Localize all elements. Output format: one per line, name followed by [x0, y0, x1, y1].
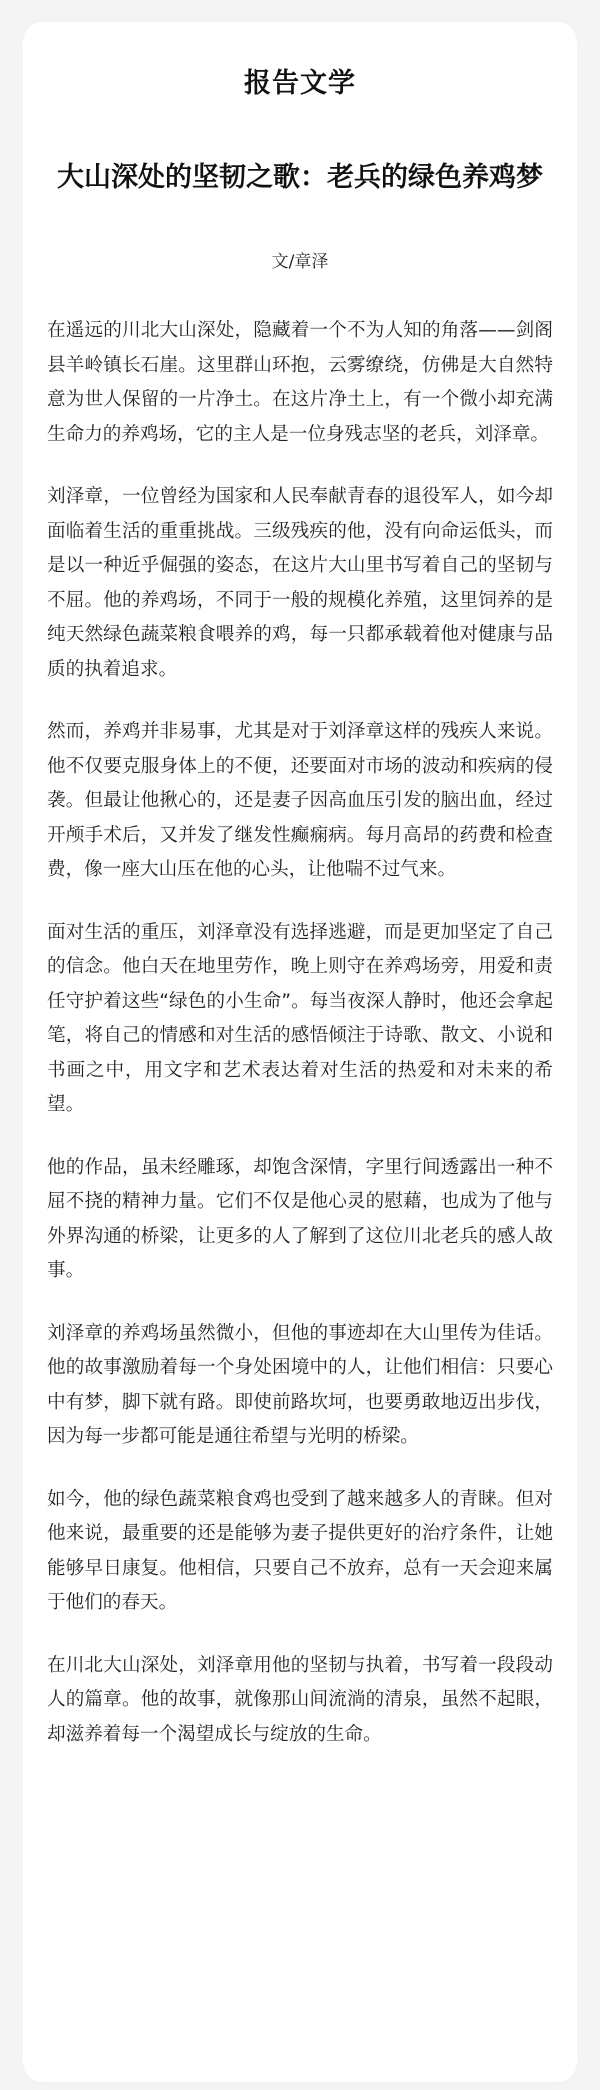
article-body [47, 314, 553, 1752]
paragraph: 如今，他的绿色蔬菜粮食鸡也受到了越来越多人的青睐。但对他来说，最重要的还是能够为妻子提供更好的治疗条件，让她能够早日康复。他相信，只要自己不放弃，总有一天会迎来属于他们的春天。 [47, 1488, 553, 1613]
section-label: 报告文学 [244, 68, 356, 99]
paragraph: 他的作品，虽未经雕琢，却饱含深情，字里行间透露出一种不屈不挠的精神力量。它们不仅是他心灵的慰藉，也成为了他与外界沟通的桥梁，让更多的人了解到了这位川北老兵的感人故事。 [47, 1156, 553, 1281]
paragraph: 刘泽章的养鸡场虽然微小，但他的事迹却在大山里传为佳话。他的故事激励着每一个身处困境中的人，让他们相信：只要心中有梦，脚下就有路。即使前路坎坷，也要勇敢地迈出步伐，因为每一步都可能是通往希望与光明的桥梁。 [47, 1322, 553, 1447]
paragraph: 面对生活的重压，刘泽章没有选择逃避，而是更加坚定了自己的信念。他白天在地里劳作，晚上则守在养鸡场旁，用爱和责任守护着这些“绿色的小生命”。每当夜深人静时，他还会拿起笔，将自己的情感和对生活的感悟倾注于诗歌、散文、小说和书画之中，用文字和艺术表达着对生活的热爱和对未来的希望。 [47, 921, 553, 1115]
paragraph: 然而，养鸡并非易事，尤其是对于刘泽章这样的残疾人来说。他不仅要克服身体上的不便，还要面对市场的波动和疾病的侵袭。但最让他揪心的，还是妻子因高血压引发的脑出血，经过开颅手术后，又并发了继发性癫痫病。每月高昂的药费和检查费，像一座大山压在他的心头，让他喘不过气来。 [47, 721, 553, 880]
paragraph: 在遥远的川北大山深处，隐藏着一个不为人知的角落——剑阁县羊岭镇长石崖。这里群山环抱，云雾缭绕，仿佛是大自然特意为世人保留的一片净土。在这片净土上，有一个微小却充满生命力的养鸡场，它的主人是一位身残志坚的老兵，刘泽章。 [47, 320, 553, 445]
article-card [23, 22, 577, 2082]
article-title: 大山深处的坚韧之歌：老兵的绿色养鸡梦 [57, 162, 543, 193]
article-byline: 文/章泽 [271, 252, 329, 272]
paragraph: 刘泽章，一位曾经为国家和人民奉献青春的退役军人，如今却面临着生活的重重挑战。三级残疾的他，没有向命运低头，而是以一种近乎倔强的姿态，在这片大山里书写着自己的坚韧与不屈。他的养鸡场，不同于一般的规模化养殖，这里饲养的是纯天然绿色蔬菜粮食喂养的鸡，每一只都承载着他对健康与品质的执着追求。 [47, 486, 553, 680]
paragraph: 在川北大山深处，刘泽章用他的坚韧与执着，书写着一段段动人的篇章。他的故事，就像那山间流淌的清泉，虽然不起眼，却滋养着每一个渴望成长与绽放的生命。 [47, 1654, 553, 1745]
